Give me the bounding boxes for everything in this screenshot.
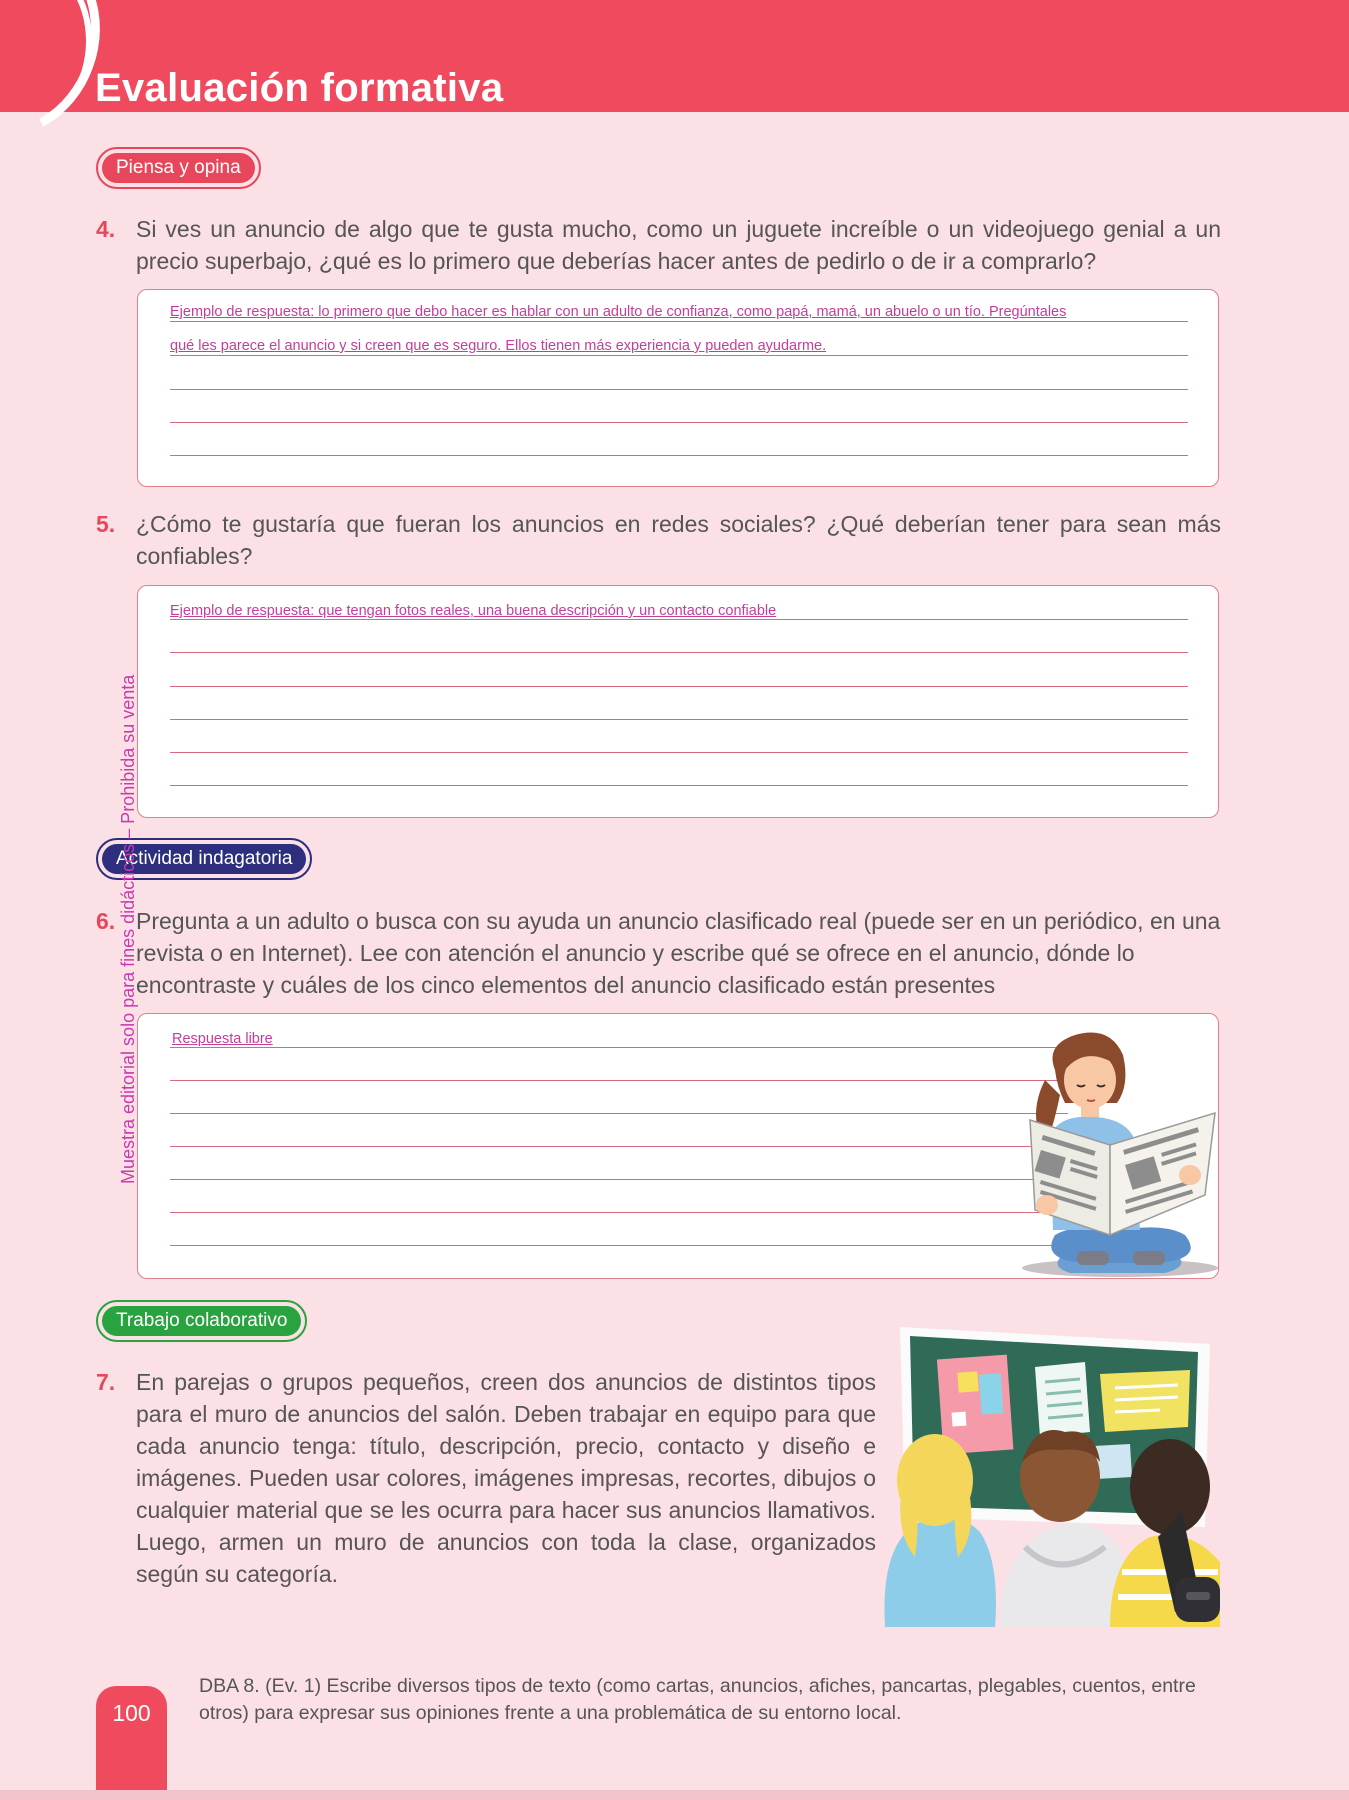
section-badge-piensa: [96, 147, 261, 189]
answer-line: [170, 455, 1188, 456]
question-number: 7.: [96, 1369, 116, 1395]
section-badge-label: Actividad indagatoria: [102, 844, 306, 874]
question-5: [96, 508, 1221, 574]
answer-text: qué les parece el anuncio y si creen que es seguro. Ellos tienen más experiencia y pueden ayudarme.: [170, 338, 827, 354]
question-number: 5.: [96, 511, 116, 537]
question-number: 6.: [96, 908, 116, 934]
answer-box-5[interactable]: [137, 585, 1219, 818]
answer-line: [170, 422, 1188, 423]
answer-line: [170, 355, 1188, 356]
question-4: [96, 213, 1221, 279]
answer-line: [170, 321, 1188, 322]
answer-line: [170, 1212, 1068, 1213]
answer-line: [170, 1080, 1068, 1081]
side-notice: Muestra editorial solo para fines didácticos – Prohibida su venta: [118, 674, 138, 1184]
answer-line: [170, 686, 1188, 687]
dba-footnote: DBA 8. (Ev. 1) Escribe diversos tipos de texto (como cartas, anuncios, afiches, pancartas, plegables, cuentos, entre otros) para expresar sus opiniones frente a una problemática de su entorno local.: [199, 1675, 1196, 1724]
answer-line: [170, 1245, 1068, 1246]
answer-box-4[interactable]: [137, 289, 1219, 487]
section-badge-label: Trabajo colaborativo: [102, 1306, 301, 1336]
bottom-strip: [0, 1790, 1349, 1800]
girl-reading-newspaper-illustration: [1015, 1025, 1225, 1280]
answer-text: Respuesta libre: [172, 1031, 273, 1047]
answer-text: Ejemplo de respuesta: que tengan fotos reales, una buena descripción y un contacto confiable: [170, 603, 777, 619]
header-banner: [0, 0, 1349, 112]
question-text: Pregunta a un adulto o busca con su ayuda un anuncio clasificado real (puede ser en un periódico, en una revista o en Internet). Lee con atención el anuncio y escribe qué se ofrece en el anuncio, dónde lo encontraste y cuáles de los cinco elementos del anuncio clasificado están presentes: [136, 908, 1221, 998]
question-text: En parejas o grupos pequeños, creen dos anuncios de distintos tipos para el muro de anuncios del salón. Deben trabajar en equipo para que cada anuncio tenga: título, descripción, precio, contacto y diseño e imágenes. Pueden usar colores, imágenes impresas, recortes, dibujos o cualquier material que se les ocurra para hacer sus anuncios llamativos. Luego, armen un muro de anuncios con toda la clase, organizados según su categoría.: [136, 1369, 876, 1587]
answer-line: [170, 785, 1188, 786]
answer-line: [170, 1179, 1068, 1180]
answer-line: [170, 652, 1188, 653]
question-text: Si ves un anuncio de algo que te gusta mucho, como un juguete increíble o un videojuego genial a un precio superbajo, ¿qué es lo primero que deberías hacer antes de pedirlo o de ir a comprarlo?: [136, 216, 1221, 274]
bulletin-board-students-illustration: [860, 1322, 1225, 1627]
page-number: 100: [112, 1700, 151, 1726]
page-number-tab: [96, 1686, 167, 1800]
header-arc-decoration-inner: [0, 0, 92, 122]
question-7: [96, 1366, 876, 1587]
answer-line: [170, 1047, 1068, 1048]
answer-line: [170, 752, 1188, 753]
question-6: [96, 905, 1221, 1003]
answer-text: Ejemplo de respuesta: lo primero que debo hacer es hablar con un adulto de confianza, como papá, mamá, un abuelo o un tío. Pregúntales: [170, 304, 1067, 320]
question-number: 4.: [96, 216, 116, 242]
answer-line: [170, 619, 1188, 620]
answer-line: [170, 719, 1188, 720]
answer-line: [170, 1146, 1068, 1147]
question-text: ¿Cómo te gustaría que fueran los anuncios en redes sociales? ¿Qué deberían tener para sean más confiables?: [136, 511, 1221, 569]
section-badge-label: Piensa y opina: [102, 153, 255, 183]
answer-line: [170, 1113, 1068, 1114]
page-title: Evaluación formativa: [95, 66, 504, 110]
answer-line: [170, 389, 1188, 390]
section-badge-trabajo: [96, 1300, 307, 1342]
